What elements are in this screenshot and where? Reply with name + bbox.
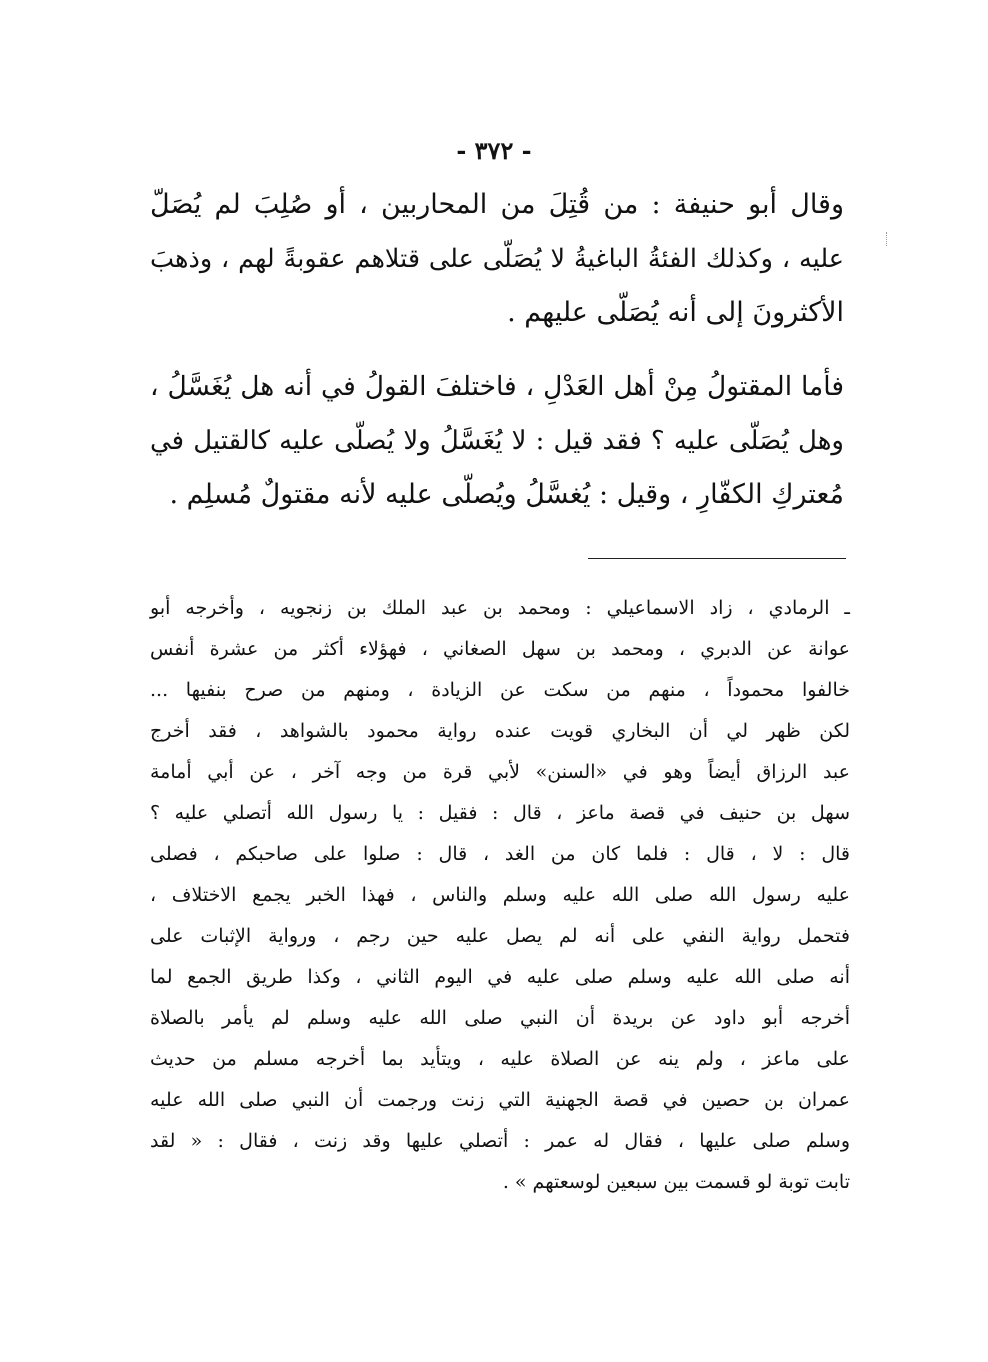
footnote-line: خالفوا محموداً ، منهم من سكت عن الزيادة ، ومنهم من صرح بنفيها ...: [150, 679, 850, 701]
paragraph-1: [150, 178, 844, 340]
text-line: الأكثرونَ إلى أنه يُصَلّى عليهم .: [507, 297, 844, 328]
text-line: فأما المقتولُ مِنْ أهل العَدْلِ ، فاختلفَ القولُ في أنه هل يُغَسَّلُ ،: [150, 371, 844, 402]
footnote-line: سهل بن حنيف في قصة ماعز ، قال : فقيل : يا رسول الله أتصلي عليه ؟: [150, 802, 850, 824]
footnote-line: وسلم صلى عليها ، فقال له عمر : أتصلي عليها وقد زنت ، فقال : « لقد: [150, 1130, 850, 1152]
margin-mark: [886, 232, 889, 246]
footnote-line: عليه رسول الله صلى الله عليه وسلم والناس ، فهذا الخبر يجمع الاختلاف ،: [150, 884, 850, 906]
footnote-block: [150, 588, 850, 1203]
text-line: عليه ، وكذلك الفئةُ الباغيةُ لا يُصَلّى على قتلاهم عقوبةً لهم ، وذهبَ: [150, 244, 844, 274]
footnote-line: فتحمل رواية النفي على أنه لم يصل عليه حين رجم ، ورواية الإثبات على: [150, 925, 850, 947]
footnote-line: عوانة عن الدبري ، ومحمد بن سهل الصغاني ، فهؤلاء أكثر من عشرة أنفس: [150, 638, 850, 660]
footnote-line: عمران بن حصين في قصة الجهنية التي زنت ورجمت أن النبي صلى الله عليه: [150, 1089, 850, 1111]
footnote-line: على ماعز ، ولم ينه عن الصلاة عليه ، ويتأيد بما أخرجه مسلم من حديث: [150, 1048, 850, 1070]
main-text: [150, 178, 844, 522]
footnote-line: ـ الرمادي ، زاد الاسماعيلي : ومحمد بن عبد الملك بن زنجويه ، وأخرجه أبو: [150, 597, 851, 619]
text-line: وقال أبو حنيفة : من قُتِلَ من المحاربين ، أو صُلِبَ لم يُصَلّ: [150, 189, 844, 220]
paragraph-2: [150, 360, 844, 522]
text-line: مُعتركِ الكفّارِ ، وقيل : يُغسَّلُ ويُصلّى عليه لأنه مقتولٌ مُسلِم .: [169, 479, 844, 510]
footnote-line: عبد الرزاق أيضاً وهو في «السنن» لأبي قرة من وجه آخر ، عن أبي أمامة: [150, 761, 850, 783]
footnote-line: لكن ظهر لي أن البخاري قويت عنده رواية محمود بالشواهد ، فقد أخرج: [150, 720, 850, 742]
footnote-line: قال : لا ، قال : فلما كان من الغد ، قال : صلوا على صاحبكم ، فصلى: [150, 843, 850, 865]
footnote-divider: [588, 558, 846, 559]
paragraph-gap: [150, 340, 844, 360]
footnote-line: أنه صلى الله عليه وسلم صلى عليه في اليوم الثاني ، وكذا طريق الجمع لما: [150, 966, 850, 988]
footnote-line: تابت توبة لو قسمت بين سبعين لوسعتهم » .: [502, 1171, 850, 1193]
footnote-line: أخرجه أبو داود عن بريدة أن النبي صلى الله عليه وسلم لم يأمر بالصلاة: [150, 1007, 850, 1029]
page-number: - ٣٧٢ -: [456, 136, 532, 165]
text-line: وهل يُصَلّى عليه ؟ فقد قيل : لا يُغَسَّلُ ولا يُصلّى عليه كالقتيل في: [150, 426, 844, 456]
